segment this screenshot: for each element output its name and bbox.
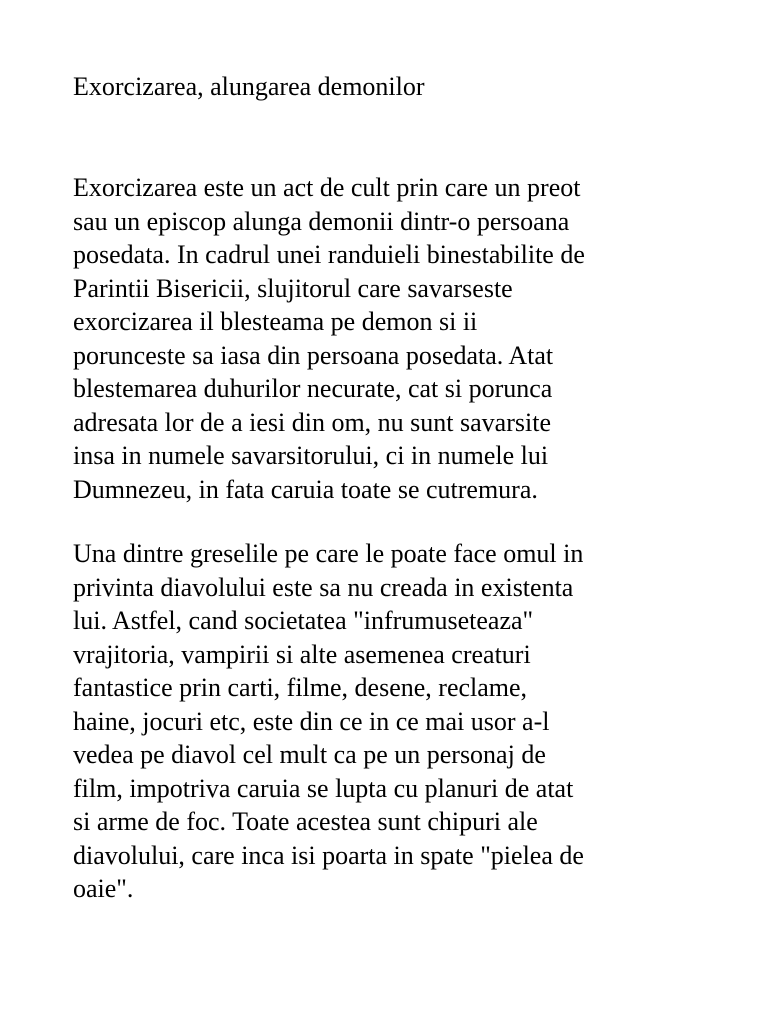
text-line: exorcizarea il blesteama pe demon si ii [73,307,478,336]
text-line: adresata lor de a iesi din om, nu sunt savarsite [73,407,551,437]
text-line: posedata. In cadrul unei randuieli binestabilite de [73,240,585,269]
paragraph-devil-misconception [73,537,584,906]
text-line: si arme de foc. Toate acestea sunt chipuri ale [73,807,538,836]
text-line: Dumnezeu, in fata caruia toate se cutremura. [73,474,538,504]
text-line: diavolului, care inca isi poarta in spate "pielea de [73,840,584,870]
text-line: Una dintre greselile pe care le poate face omul in [73,539,584,568]
text-line: vedea pe diavol cel mult ca pe un personaj de [73,740,546,769]
text-line: porunceste sa iasa din persoana posedata. Atat [73,340,554,370]
text-line: lui. Astfel, cand societatea "infrumuseteaza" [73,606,534,635]
text-line: vrajitoria, vampirii si alte asemenea creaturi [73,639,531,669]
text-line: blestemarea duhurilor necurate, cat si porunca [73,374,553,403]
text-line: privinta diavolului este sa nu creada in existenta [73,572,574,602]
text-line: Exorcizarea este un act de cult prin care un preot [73,173,581,202]
text-line: haine, jocuri etc, este din ce in ce mai usor a-l [73,706,550,736]
paragraph-exorcism-definition [73,171,585,506]
text-line: oaie". [73,874,134,903]
text-line: sau un episcop alunga demonii dintr-o persoana [73,206,570,236]
text-line: Parintii Bisericii, slujitorul care savarseste [73,273,513,303]
document-title: Exorcizarea, alungarea demonilor [73,72,425,101]
text-line: fantastice prin carti, filme, desene, reclame, [73,673,528,702]
text-line: film, impotriva caruia se lupta cu planuri de atat [73,773,574,803]
text-line: insa in numele savarsitorului, ci in numele lui [73,441,549,470]
